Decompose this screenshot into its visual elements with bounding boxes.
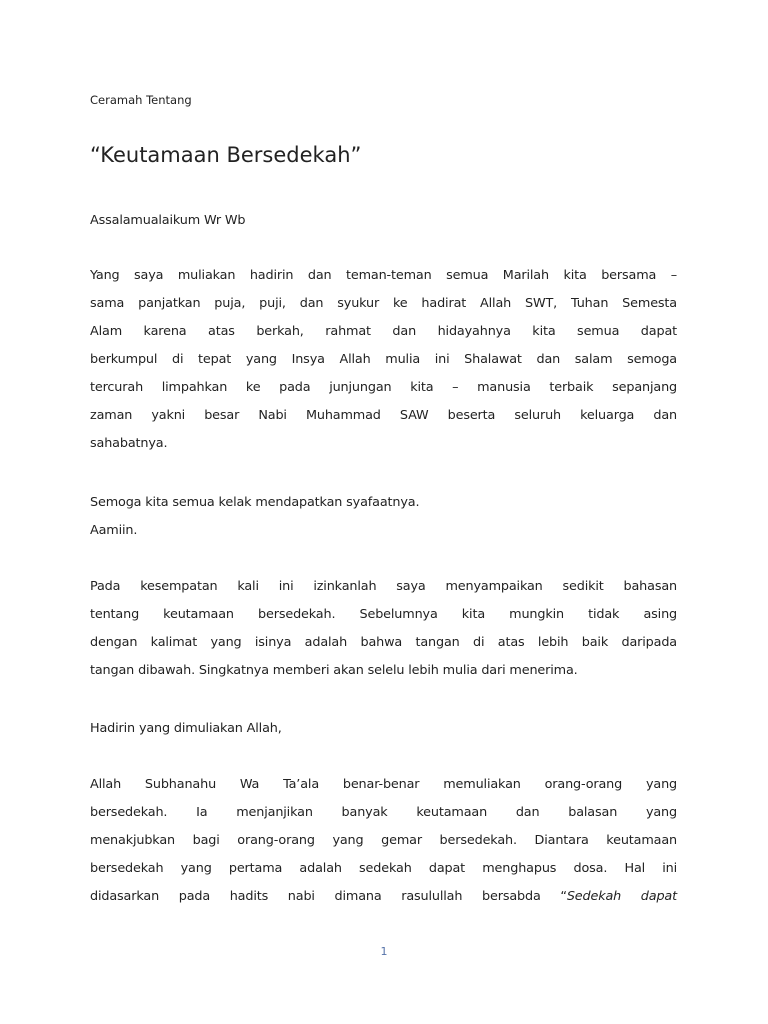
text-line: Yang saya muliakan hadirin dan teman-teman semua Marilah kita bersama – [90, 268, 677, 283]
text-line: tentang keutamaan bersedekah. Sebelumnya kita mungkin tidak asing [90, 607, 677, 622]
text-line: Pada kesempatan kali ini izinkanlah saya menyampaikan sedikit bahasan [90, 579, 677, 594]
greeting: Assalamualaikum Wr Wb [90, 213, 246, 228]
text-line: menakjubkan bagi orang-orang yang gemar bersedekah. Diantara keutamaan [90, 833, 677, 848]
text-line: sama panjatkan puja, puji, dan syukur ke hadirat Allah SWT, Tuhan Semesta [90, 296, 677, 311]
paragraph-address: Hadirin yang dimuliakan Allah, [90, 721, 282, 736]
text-line: bersedekah yang pertama adalah sedekah dapat menghapus dosa. Hal ini [90, 861, 677, 876]
text-normal: didasarkan pada hadits nabi dimana rasulullah bersabda “ [90, 889, 567, 904]
page-number: 1 [380, 945, 388, 958]
text-line: Semoga kita semua kelak mendapatkan syafaatnya. [90, 495, 420, 510]
text-line: dengan kalimat yang isinya adalah bahwa tangan di atas lebih baik daripada [90, 635, 677, 650]
text-line: Alam karena atas berkah, rahmat dan hidayahnya kita semua dapat [90, 324, 677, 339]
text-italic-quote: Sedekah dapat [566, 889, 677, 904]
text-line: zaman yakni besar Nabi Muhammad SAW beserta seluruh keluarga dan [90, 408, 677, 423]
text-line: bersedekah. Ia menjanjikan banyak keutamaan dan balasan yang [90, 805, 677, 820]
text-line: sahabatnya. [90, 436, 168, 451]
text-line: berkumpul di tepat yang Insya Allah mulia ini Shalawat dan salam semoga [90, 352, 677, 367]
text-line: tercurah limpahkan ke pada junjungan kita – manusia terbaik sepanjang [90, 380, 677, 395]
text-line: Aamiin. [90, 523, 138, 538]
text-line [90, 883, 677, 911]
text-line: Allah Subhanahu Wa Ta’ala benar-benar memuliakan orang-orang yang [90, 777, 677, 792]
text-line: tangan dibawah. Singkatnya memberi akan selelu lebih mulia dari menerima. [90, 663, 578, 678]
document-subtitle: Ceramah Tentang [90, 93, 192, 107]
document-title: “Keutamaan Bersedekah” [90, 143, 362, 167]
